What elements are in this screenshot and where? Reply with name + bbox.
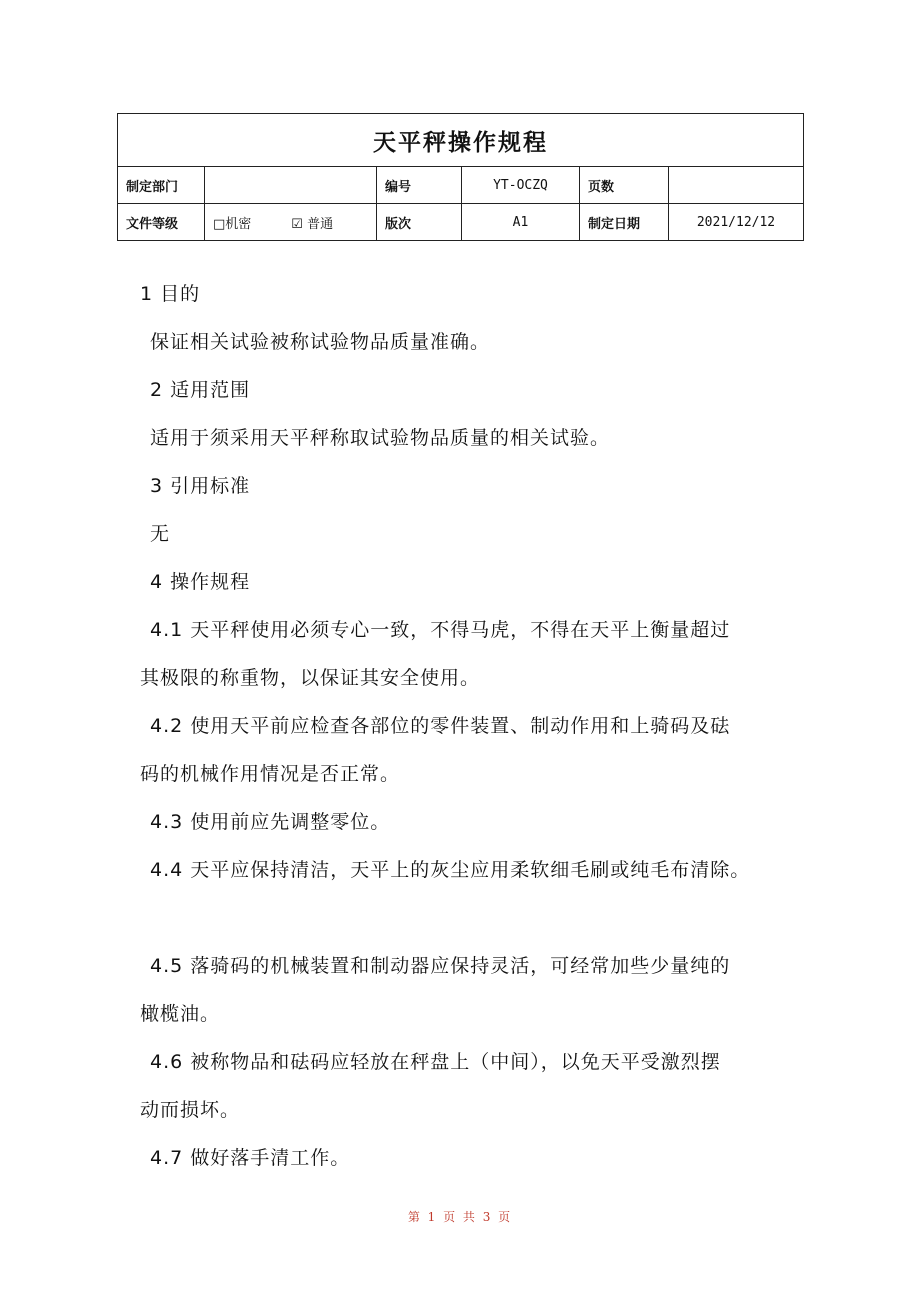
procedure-item-4-1: 4.1 天平秤使用必须专心一致，不得马虎，不得在天平上衡量超过 — [150, 619, 731, 641]
version-value: A1 — [462, 204, 580, 241]
document-body — [140, 270, 800, 1182]
level-options — [205, 204, 377, 241]
pages-label: 页数 — [580, 167, 669, 204]
dept-value — [205, 167, 377, 204]
procedure-item-4-6: 4.6 被称物品和砝码应轻放在秤盘上（中间），以免天平受激烈摆 — [150, 1051, 721, 1073]
date-value: 2021/12/12 — [669, 204, 804, 241]
document-header-table — [117, 113, 804, 241]
section-purpose-body: 保证相关试验被称试验物品质量准确。 — [150, 331, 491, 353]
procedure-item-4-3: 4.3 使用前应先调整零位。 — [150, 811, 391, 833]
section-reference-body: 无 — [150, 523, 171, 545]
section-scope-body: 适用于须采用天平秤称取试验物品质量的相关试验。 — [150, 427, 611, 449]
procedure-item-4-5: 4.5 落骑码的机械装置和制动器应保持灵活，可经常加些少量纯的 — [150, 955, 731, 977]
section-reference-title: 3 引用标准 — [150, 475, 251, 497]
procedure-item-4-4: 4.4 天平应保持清洁，天平上的灰尘应用柔软细毛刷或纯毛布清除。 — [150, 859, 751, 881]
section-procedure-title: 4 操作规程 — [150, 571, 251, 593]
date-label: 制定日期 — [580, 204, 669, 241]
section-scope-title: 2 适用范围 — [150, 379, 251, 401]
code-value: YT-OCZQ — [462, 167, 580, 204]
level-label: 文件等级 — [118, 204, 205, 241]
procedure-item-4-2-cont: 码的机械作用情况是否正常。 — [140, 763, 401, 785]
option-normal: ☑ 普通 — [291, 216, 334, 232]
version-label: 版次 — [377, 204, 462, 241]
procedure-item-4-1-cont: 其极限的称重物，以保证其安全使用。 — [140, 667, 481, 689]
procedure-item-4-2: 4.2 使用天平前应检查各部位的零件装置、制动作用和上骑码及砝 — [150, 715, 731, 737]
section-purpose-title: 1 目的 — [140, 283, 201, 305]
procedure-item-4-6-cont: 动而损坏。 — [140, 1099, 241, 1121]
procedure-item-4-7: 4.7 做好落手清工作。 — [150, 1147, 351, 1169]
pages-value — [669, 167, 804, 204]
dept-label: 制定部门 — [118, 167, 205, 204]
option-secret: □机密 — [213, 216, 252, 232]
document-title: 天平秤操作规程 — [118, 114, 804, 167]
procedure-item-4-5-cont: 橄榄油。 — [140, 1003, 221, 1025]
code-label: 编号 — [377, 167, 462, 204]
page-footer: 第 1 页 共 3 页 — [407, 1210, 513, 1224]
